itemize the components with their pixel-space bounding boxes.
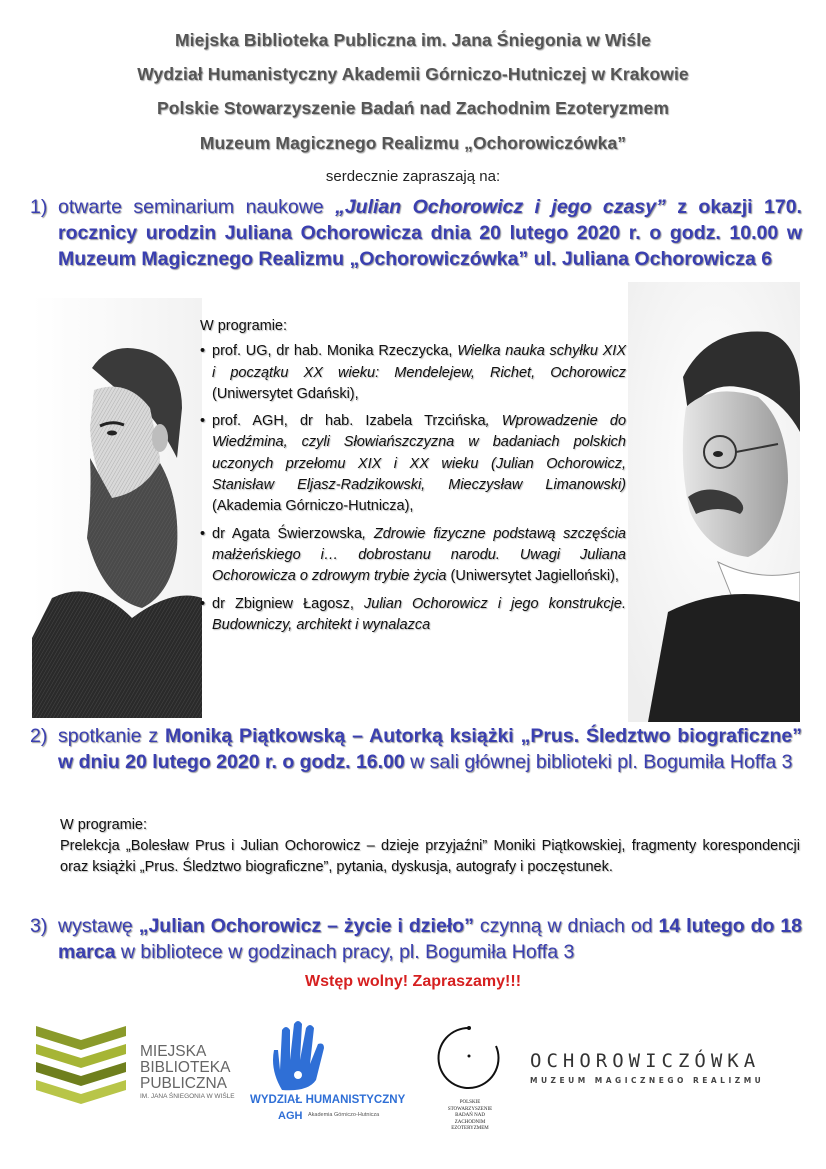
- event-2-suffix: w sali głównej biblioteki pl. Bogumiła Hoffa 3: [404, 751, 793, 773]
- speaker: prof. UG, dr hab. Monika Rzeczycka,: [212, 343, 458, 360]
- event-1-title: „Julian Ochorowicz i jego czasy”: [335, 196, 666, 218]
- event-3-title: „Julian Ochorowicz – życie i dzieło”: [138, 915, 474, 937]
- agh-logo-name: WYDZIAŁ HUMANISTYCZNY: [250, 1094, 406, 1106]
- agh-logo-short: AGH: [278, 1110, 303, 1122]
- event-2-author: Moniką Piątkowską – Autorką książki „Prus. Śledztwo biograficzne” w dniu 20 lutego 2020 r. o godz. 16.00: [58, 725, 802, 773]
- event-3-prefix: wystawę: [58, 915, 139, 937]
- hand-icon: [268, 1020, 328, 1092]
- organizer-line-3: Polskie Stowarzyszenie Badań nad Zachodnim Ezoteryzmem: [156, 98, 670, 118]
- affiliation: (Akademia Górniczo-Hutnicza),: [212, 498, 414, 515]
- event-2-program: [60, 815, 800, 878]
- program-text: Prelekcja „Bolesław Prus i Julian Ochorowicz – dzieje przyjaźni” Moniki Piątkowskiej, fragmenty korespondencji oraz książki „Prus. Śledztwo biograficzne”, pytania, dyskusja, autografy i poczęstunek.: [60, 838, 800, 875]
- talk-title: Wielka nauka schyłku XIX i początku XX wieku: Mendelejew, Richet, Ochorowicz: [212, 343, 626, 381]
- library-logo-line: MIEJSKA: [140, 1043, 207, 1060]
- books-icon: [36, 1026, 136, 1116]
- speaker: dr Zbigniew Łagosz,: [212, 595, 364, 612]
- library-logo: [36, 1026, 236, 1120]
- program-title: W programie:: [60, 817, 148, 833]
- event-1-program: [200, 316, 626, 642]
- organizer-line-4: Muzeum Magicznego Realizmu „Ochorowiczówka”: [199, 133, 627, 153]
- event-3: [30, 913, 802, 965]
- event-number: 2): [30, 725, 48, 747]
- free-entry-text: Wstęp wolny! Zapraszamy!!!: [304, 973, 522, 990]
- event-3-dates: 14 lutego do 18 marca: [58, 915, 803, 963]
- program-item: [200, 594, 626, 637]
- affiliation: (Uniwersytet Jagielloński),: [446, 568, 619, 585]
- library-logo-line: PUBLICZNA: [140, 1075, 227, 1092]
- society-logo-line: ZACHODNIM: [454, 1119, 486, 1125]
- logos-row: [0, 1020, 826, 1150]
- society-logo: [430, 1020, 510, 1140]
- program-list: [200, 341, 626, 636]
- library-logo-sub: IM. JANA ŚNIEGONIA W WIŚLE: [140, 1093, 235, 1100]
- library-logo-line: BIBLIOTEKA: [140, 1059, 231, 1076]
- event-2: [30, 723, 802, 775]
- affiliation: (Uniwersytet Gdański),: [212, 385, 359, 402]
- program-title: W programie:: [200, 318, 288, 334]
- agh-logo: [250, 1020, 420, 1130]
- event-3-mid: czynną w dniach od: [473, 915, 659, 937]
- talk-title: , Zdrowie fizyczne podstawą szczęścia małżeńskiego i… dobrostanu narodu. Uwagi Juliana Ochorowicza o zdrowym trybie życia: [212, 525, 626, 585]
- event-3-suffix: w bibliotece w godzinach pracy, pl. Bogumiła Hoffa 3: [115, 941, 575, 963]
- organizer-line-2: Wydział Humanistyczny Akademii Górniczo-Hutniczej w Krakowie: [137, 64, 689, 84]
- event-number: 3): [30, 915, 48, 937]
- society-logo-line: BADAŃ NAD: [455, 1113, 485, 1118]
- event-2-prefix: spotkanie z: [58, 725, 165, 747]
- organizer-line-1: Miejska Biblioteka Publiczna im. Jana Śniegonia w Wiśle: [174, 30, 652, 50]
- event-1-prefix: otwarte seminarium naukowe: [58, 196, 336, 218]
- portrait-right-image: [628, 282, 800, 722]
- agh-logo-sub: Akademia Górniczo-Hutnicza: [308, 1112, 380, 1118]
- event-1-details: z okazji 170. rocznicy urodzin Juliana Ochorowicza dnia 20 lutego 2020 r. o godz. 10.00 w Muzeum Magicznego Realizmu „Ochorowiczówka” ul. Juliana Ochorowicza 6: [58, 196, 802, 270]
- speaker: prof. AGH, dr hab. Izabela Trzcińska: [212, 413, 486, 430]
- museum-logo: [530, 1050, 800, 1100]
- program-item: [200, 411, 626, 517]
- event-number: 1): [30, 196, 48, 218]
- talk-title: , Wprowadzenie do Wiedźmina, czyli Słowiańszczyzna w badaniach polskich uczonych przełomu XIX i XX wieku (Julian Ochorowicz, Stanisław Eljasz-Radzikowski, Mieczysław Limanowski): [212, 413, 627, 494]
- society-logo-line: POLSKIE: [459, 1100, 481, 1105]
- talk-title: Julian Ochorowicz i jego konstrukcje. Budowniczy, architekt i wynalazca: [212, 595, 627, 633]
- society-logo-line: STOWARZYSZENIE: [447, 1106, 493, 1112]
- museum-logo-name: OCHOROWICZÓWKA: [530, 1050, 761, 1072]
- circle-icon: [434, 1020, 504, 1100]
- program-item: [200, 341, 626, 405]
- museum-logo-sub: MUZEUM MAGICZNEGO REALIZMU: [530, 1076, 765, 1085]
- invite-text: serdecznie zapraszają na:: [325, 168, 501, 185]
- event-1: [30, 194, 802, 272]
- program-item: [200, 524, 626, 588]
- portrait-left-image: [32, 298, 202, 718]
- society-logo-line: EZOTERYZMEM: [451, 1126, 489, 1131]
- speaker: dr Agata Świerzowska: [212, 525, 363, 542]
